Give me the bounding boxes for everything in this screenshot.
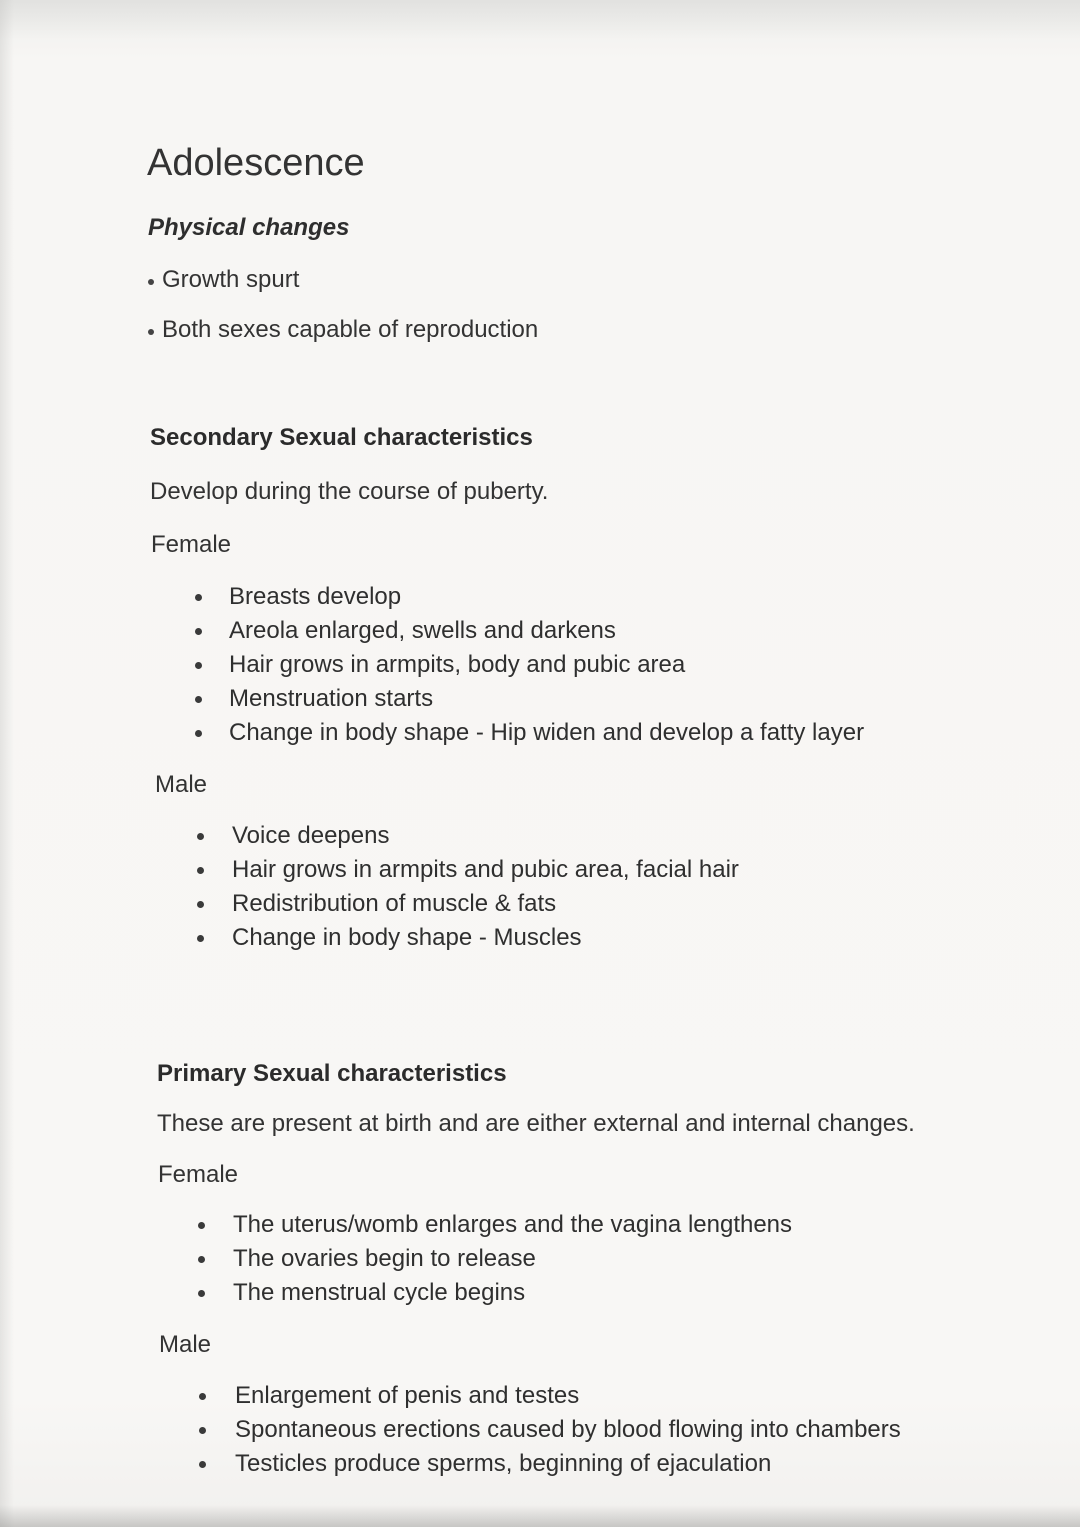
list-item: Change in body shape - Hip widen and develop a fatty layer — [195, 716, 864, 750]
bullet-icon — [199, 1427, 206, 1434]
primary-female-label: Female — [158, 1161, 239, 1188]
primary-male-list — [199, 1379, 901, 1481]
list-item: Spontaneous erections caused by blood flowing into chambers — [199, 1413, 901, 1447]
list-item: Hair grows in armpits and pubic area, facial hair — [197, 853, 739, 887]
bullet-icon — [198, 1222, 205, 1229]
physical-item-2: Both sexes capable of reproduction — [162, 316, 539, 343]
bullet-icon — [195, 594, 202, 601]
bullet-icon — [195, 696, 202, 703]
primary-female-list — [198, 1208, 792, 1310]
document-title: Adolescence — [147, 142, 365, 184]
list-item: The uterus/womb enlarges and the vagina lengthens — [198, 1208, 792, 1242]
secondary-intro: Develop during the course of puberty. — [150, 478, 549, 505]
bullet-icon — [148, 279, 154, 285]
bullet-icon — [195, 628, 202, 635]
bullet-icon — [148, 329, 154, 335]
primary-male-label: Male — [159, 1331, 212, 1358]
list-item: Change in body shape - Muscles — [197, 921, 739, 955]
secondary-heading: Secondary Sexual characteristics — [150, 424, 533, 451]
secondary-female-list — [195, 580, 864, 750]
bullet-icon — [197, 867, 204, 874]
scan-shadow-bottom — [0, 1505, 1080, 1527]
bullet-icon — [197, 935, 204, 942]
list-item: Hair grows in armpits, body and pubic area — [195, 648, 864, 682]
primary-intro: These are present at birth and are either external and internal changes. — [157, 1110, 915, 1137]
list-item: The ovaries begin to release — [198, 1242, 792, 1276]
bullet-icon — [195, 730, 202, 737]
secondary-female-label: Female — [151, 531, 232, 558]
list-item: Redistribution of muscle & fats — [197, 887, 739, 921]
list-item: The menstrual cycle begins — [198, 1276, 792, 1310]
scan-shadow-top — [0, 0, 1080, 40]
list-item: Areola enlarged, swells and darkens — [195, 614, 864, 648]
bullet-icon — [197, 901, 204, 908]
bullet-icon — [199, 1393, 206, 1400]
bullet-icon — [197, 833, 204, 840]
bullet-icon — [195, 662, 202, 669]
bullet-icon — [198, 1256, 205, 1263]
bullet-icon — [198, 1290, 205, 1297]
list-item: Breasts develop — [195, 580, 864, 614]
scan-shadow-left — [0, 0, 14, 1527]
primary-heading: Primary Sexual characteristics — [157, 1060, 507, 1087]
bullet-icon — [199, 1461, 206, 1468]
physical-changes-heading: Physical changes — [148, 214, 350, 241]
list-item: Voice deepens — [197, 819, 739, 853]
list-item: Testicles produce sperms, beginning of ejaculation — [199, 1447, 901, 1481]
physical-item-1: Growth spurt — [162, 266, 300, 293]
list-item: Menstruation starts — [195, 682, 864, 716]
list-item: Enlargement of penis and testes — [199, 1379, 901, 1413]
secondary-male-list — [197, 819, 739, 955]
secondary-male-label: Male — [155, 771, 208, 798]
